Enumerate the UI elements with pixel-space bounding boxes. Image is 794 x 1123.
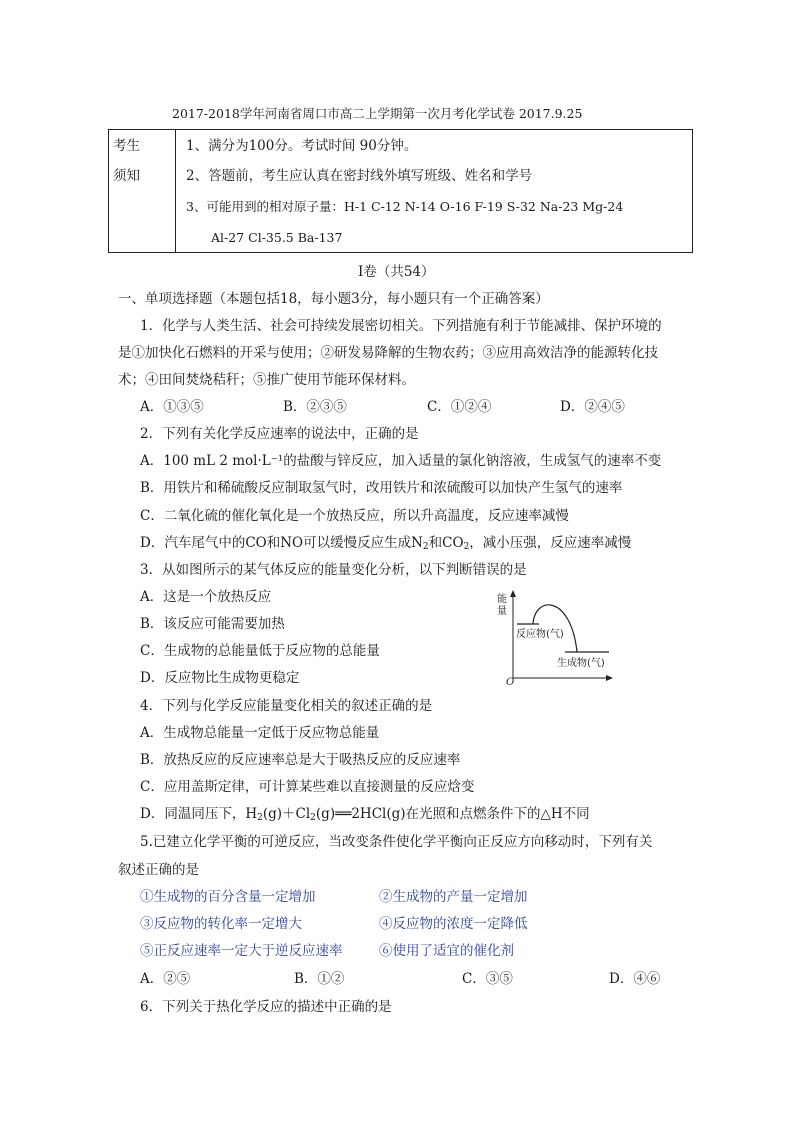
q3-option-b: B．该反应可能需要加热 xyxy=(140,616,285,632)
q5-option-a: A．②⑤ xyxy=(140,971,191,987)
q4-d-text-2: (g)＋Cl xyxy=(262,806,311,822)
q5-option-d: D．④⑥ xyxy=(609,971,661,987)
q3-option-d: D．反应物比生成物更稳定 xyxy=(140,670,300,686)
q5-statement-1: ①生成物的百分含量一定增加 xyxy=(140,889,316,905)
notice-divider xyxy=(175,130,176,252)
notice-item-1: 1、满分为100分。考试时间 90分钟。 xyxy=(186,138,418,154)
q4-d-sub-1: 2 xyxy=(257,813,263,823)
notice-label-line1: 考生 xyxy=(113,138,140,154)
part-heading: 一、单项选择题（本题包括18，每小题3分，每小题只有一个正确答案） xyxy=(118,291,549,307)
q4-option-b: B．放热反应的反应速率总是大于吸热反应的反应速率 xyxy=(140,752,461,768)
q1-line-3: 术；④田间焚烧秸秆；⑤推广使用节能环保材料。 xyxy=(118,372,415,388)
q5-statement-5: ⑤正反应速率一定大于逆反应速率 xyxy=(140,943,343,959)
q1-line-2: 是①加快化石燃料的开采与使用；②研发易降解的生物农药；③应用高效洁净的能源转化技 xyxy=(118,345,658,361)
energy-diagram xyxy=(493,590,619,686)
q1-option-a: A．①③⑤ xyxy=(140,399,204,415)
q5-line-1: 5.已建立化学平衡的可逆反应，当改变条件使化学平衡向正反应方向移动时，下列有关 xyxy=(140,834,653,850)
diagram-product-label: 生成物(气) xyxy=(557,658,605,669)
notice-item-2: 2、答题前，考生应认真在密封线外填写班级、姓名和学号 xyxy=(186,168,533,184)
diagram-y-arrow xyxy=(510,590,516,597)
diagram-ylabel-2: 量 xyxy=(497,606,507,617)
section-title: I卷（共54） xyxy=(358,264,435,280)
diagram-ylabel-1: 能 xyxy=(497,594,507,605)
q2-d-sub-2: 2 xyxy=(463,542,470,552)
q4-d-sub-2: 2 xyxy=(310,813,316,823)
q3-option-c: C．生成物的总能量低于反应物的总能量 xyxy=(140,643,380,659)
q5-statement-3: ③反应物的转化率一定增大 xyxy=(140,916,302,932)
q4-stem: 4．下列与化学反应能量变化相关的叙述正确的是 xyxy=(140,698,433,714)
diagram-x-arrow xyxy=(606,675,613,681)
q6-stem: 6．下列关于热化学反应的描述中正确的是 xyxy=(140,999,392,1015)
q2-option-a: A．100 mL 2 mol·L⁻¹的盐酸与锌反应，加入适量的氯化钠溶液，生成氢气的速率不变 xyxy=(140,453,662,469)
q2-option-b: B．用铁片和稀硫酸反应制取氢气时，改用铁片和浓硫酸可以加快产生氢气的速率 xyxy=(140,480,623,496)
q2-stem: 2．下列有关化学反应速率的说法中，正确的是 xyxy=(140,426,419,442)
q4-option-c: C．应用盖斯定律，可计算某些难以直接测量的反应焓变 xyxy=(140,779,475,795)
q2-d-text-2: 和CO xyxy=(428,535,464,551)
notice-label-line2: 须知 xyxy=(113,168,140,184)
notice-item-3: 3、可能用到的相对原子量：H-1 C-12 N-14 O-16 F-19 S-32 Na-23 Mg-24 xyxy=(186,199,624,214)
q5-statement-4: ④反应物的浓度一定降低 xyxy=(379,916,528,932)
q2-d-sub-1: 2 xyxy=(422,542,429,552)
notice-item-4: Al-27 Cl-35.5 Ba-137 xyxy=(211,230,343,245)
q4-d-text-3: (g)══2HCl(g)在光照和点燃条件下的△H不同 xyxy=(315,806,590,822)
q2-option-d xyxy=(140,534,631,556)
q5-line-2: 叙述正确的是 xyxy=(118,862,199,878)
q5-option-b: B．①② xyxy=(294,971,345,987)
q3-stem: 3．从如图所示的某气体反应的能量变化分析，以下判断错误的是 xyxy=(140,562,527,578)
q5-statement-6: ⑥使用了适宜的催化剂 xyxy=(379,943,514,959)
q2-option-c: C．二氧化硫的催化氧化是一个放热反应，所以升高温度，反应速率减慢 xyxy=(140,508,569,524)
q4-option-d xyxy=(140,805,590,827)
page-title: 2017-2018学年河南省周口市高二上学期第一次月考化学试卷 2017.9.25 xyxy=(172,106,583,121)
diagram-reactant-label: 反应物(气) xyxy=(516,629,564,640)
q5-option-c: C．③⑤ xyxy=(462,971,513,987)
q1-line-1: 1．化学与人类生活、社会可持续发展密切相关。下列措施有利于节能减排、保护环境的 xyxy=(140,318,662,334)
q3-option-a: A．这是一个放热反应 xyxy=(140,589,272,605)
q4-option-a: A．生成物总能量一定低于反应物总能量 xyxy=(140,725,380,741)
q4-d-text-1: D．同温同压下，H xyxy=(140,806,258,822)
q1-option-d: D．②④⑤ xyxy=(560,399,625,415)
diagram-origin-label: O xyxy=(506,677,515,686)
q1-option-c: C．①②④ xyxy=(427,399,492,415)
q2-d-text-1: D．汽车尾气中的CO和NO可以缓慢反应生成N xyxy=(140,535,423,551)
q1-option-b: B．②③⑤ xyxy=(283,399,347,415)
q5-statement-2: ②生成物的产量一定增加 xyxy=(379,889,528,905)
q2-d-text-3: ，减小压强，反应速率减慢 xyxy=(469,535,632,551)
